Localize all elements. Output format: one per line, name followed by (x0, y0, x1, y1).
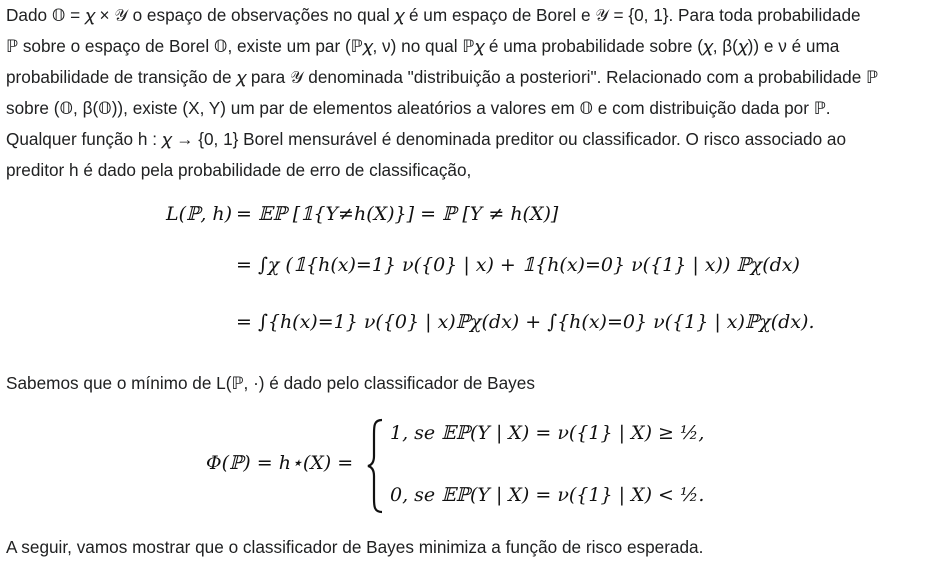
intro-line-4: sobre (𝕆, β(𝕆)), existe (X, Y) um par de elementos aleatórios a valores em 𝕆 e com distribuição dada por ℙ. (6, 98, 831, 118)
risk-row-3: = ∫{h(x)=1} ν({0} | x)ℙ𝜒(dx) + ∫{h(x)=0} ν({1} | x)ℙ𝜒(dx). (236, 311, 815, 333)
intro-line-6: preditor h é dado pela probabilidade de erro de classificação, (6, 160, 472, 180)
bayes-lhs: Φ(ℙ) = h⋆(X) = (206, 452, 354, 474)
intro-paragraph (6, 0, 921, 186)
intro-line-3: probabilidade de transição de 𝜒 para 𝒴 denominada "distribuição a posteriori". Relacionado com a probabilidade ℙ (6, 67, 879, 87)
bayes-case-1: 1, se 𝔼ℙ(Y | X) = ν({1} | X) ≥ ½, (390, 422, 705, 444)
risk-row-1: = 𝔼ℙ [𝟙{Y≠h(X)}] = ℙ [Y ≠ h(X)] (236, 203, 559, 225)
left-brace-icon (366, 418, 384, 514)
bayes-intro-text: Sabemos que o mínimo de L(ℙ, ·) é dado pelo classificador de Bayes (6, 373, 535, 393)
intro-line-2: ℙ sobre o espaço de Borel 𝕆, existe um par (ℙ𝜒, ν) no qual ℙ𝜒 é uma probabilidade sobre (𝜒, β(𝜒)) e ν é uma (6, 36, 840, 56)
closing-text: A seguir, vamos mostrar que o classificador de Bayes minimiza a função de risco esperada. (6, 537, 704, 557)
bayes-case-2: 0, se 𝔼ℙ(Y | X) = ν({1} | X) < ½. (390, 484, 705, 506)
intro-line-5: Qualquer função h : 𝜒 → {0, 1} Borel mensurável é denominada preditor ou classificador. O risco associado ao (6, 129, 847, 149)
risk-row-2: = ∫𝜒 (𝟙{h(x)=1} ν({0} | x) + 𝟙{h(x)=0} ν({1} | x)) ℙ𝜒(dx) (236, 254, 800, 276)
risk-lhs: L(ℙ, h) (166, 203, 233, 225)
intro-line-1: Dado 𝕆 = 𝜒 × 𝒴 o espaço de observações no qual 𝜒 é um espaço de Borel e 𝒴 = {0, 1}. Para toda probabilidade (6, 5, 861, 25)
